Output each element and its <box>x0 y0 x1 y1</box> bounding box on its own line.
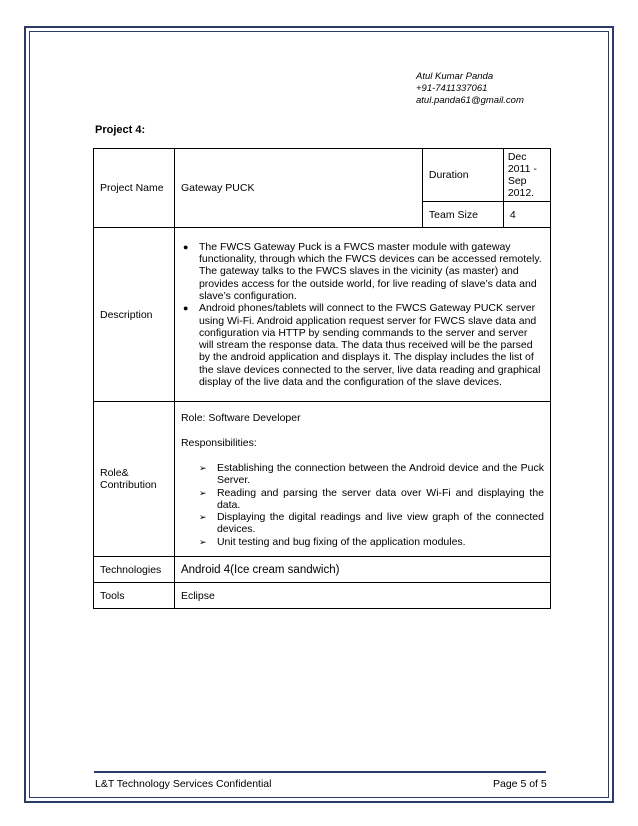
technologies-value: Android 4(Ice cream sandwich) <box>174 557 550 583</box>
table-row <box>94 583 551 609</box>
role-label-line: Role& <box>100 467 129 479</box>
project-table <box>93 148 551 609</box>
team-size-label: Team Size <box>422 202 503 228</box>
arrow-bullet-icon: ➢ <box>198 512 207 523</box>
team-size-value: 4 <box>503 202 550 228</box>
responsibility-text: Unit testing and bug fixing of the application modules. <box>216 535 466 548</box>
arrow-bullet-icon: ➢ <box>198 487 207 498</box>
list-item <box>198 486 544 512</box>
role-text: Role: Software Developer <box>180 412 301 424</box>
arrow-bullet-icon: ➢ <box>198 536 207 547</box>
description-list <box>181 241 544 389</box>
list-item <box>198 462 544 487</box>
footer-confidential: L&T Technology Services Confidential <box>95 778 272 790</box>
list-item <box>198 535 544 548</box>
project-name-label: Project Name <box>94 149 175 228</box>
list-item <box>182 302 544 388</box>
duration-line: 2012. <box>507 187 535 199</box>
technologies-label: Technologies <box>94 557 175 583</box>
responsibilities-list <box>181 462 544 548</box>
responsibilities-label: Responsibilities: <box>180 437 257 449</box>
responsibility-text: Establishing the connection between the Android device and the Puck Server. <box>216 462 544 487</box>
tools-value: Eclipse <box>174 583 550 609</box>
section-title: Project 4: <box>95 124 146 136</box>
duration-line: Dec <box>507 151 527 163</box>
description-cell <box>174 228 550 402</box>
responsibility-text: Reading and parsing the server data over Wi-Fi and displaying the data. <box>216 486 544 511</box>
contact-phone: +91-7411337061 <box>416 83 488 94</box>
bullet-icon: ● <box>182 241 189 252</box>
description-text: Android phones/tablets will connect to the FWCS Gateway PUCK server using Wi-Fi. Android application request server for FWCS slave data and configuration via HTTP by sending commands to the server and server will stream the response data. The data thus received will be the parsed by the android application and displays it. The display includes the list of the slave devices connected to the server, live data reading and graphical display of the live data and the configuration of the slave devices. <box>198 302 541 388</box>
project-name-value: Gateway PUCK <box>174 149 422 228</box>
list-item <box>182 240 544 302</box>
table-row <box>94 557 551 583</box>
list-item <box>198 511 544 536</box>
duration-label: Duration <box>422 149 503 202</box>
bullet-icon: ● <box>182 303 189 314</box>
duration-line: Sep <box>507 175 527 187</box>
duration-line: 2011 - <box>507 163 537 175</box>
table-row <box>94 228 551 402</box>
tools-label: Tools <box>94 583 175 609</box>
role-label-line: Contribution <box>100 479 157 491</box>
table-row <box>94 402 551 557</box>
table-row <box>94 149 551 202</box>
role-label <box>94 402 175 557</box>
description-label: Description <box>94 228 175 402</box>
role-cell <box>174 402 550 557</box>
contact-block <box>416 71 524 107</box>
footer-page-number: Page 5 of 5 <box>493 778 547 790</box>
arrow-bullet-icon: ➢ <box>198 463 207 473</box>
contact-name: Atul Kumar Panda <box>416 71 494 82</box>
footer-divider <box>94 771 546 773</box>
duration-value <box>503 149 550 202</box>
contact-email: atul.panda61@gmail.com <box>416 95 524 106</box>
responsibility-text: Displaying the digital readings and live view graph of the connected devices. <box>216 511 544 536</box>
description-text: The FWCS Gateway Puck is a FWCS master module with gateway functionality, through which the FWCS devices can be accessed remotely. The gateway talks to the FWCS slaves in the vicinity (as master) and provides access for the outside world, for live reading of slave’s data and slave’s configuration. <box>198 240 542 302</box>
